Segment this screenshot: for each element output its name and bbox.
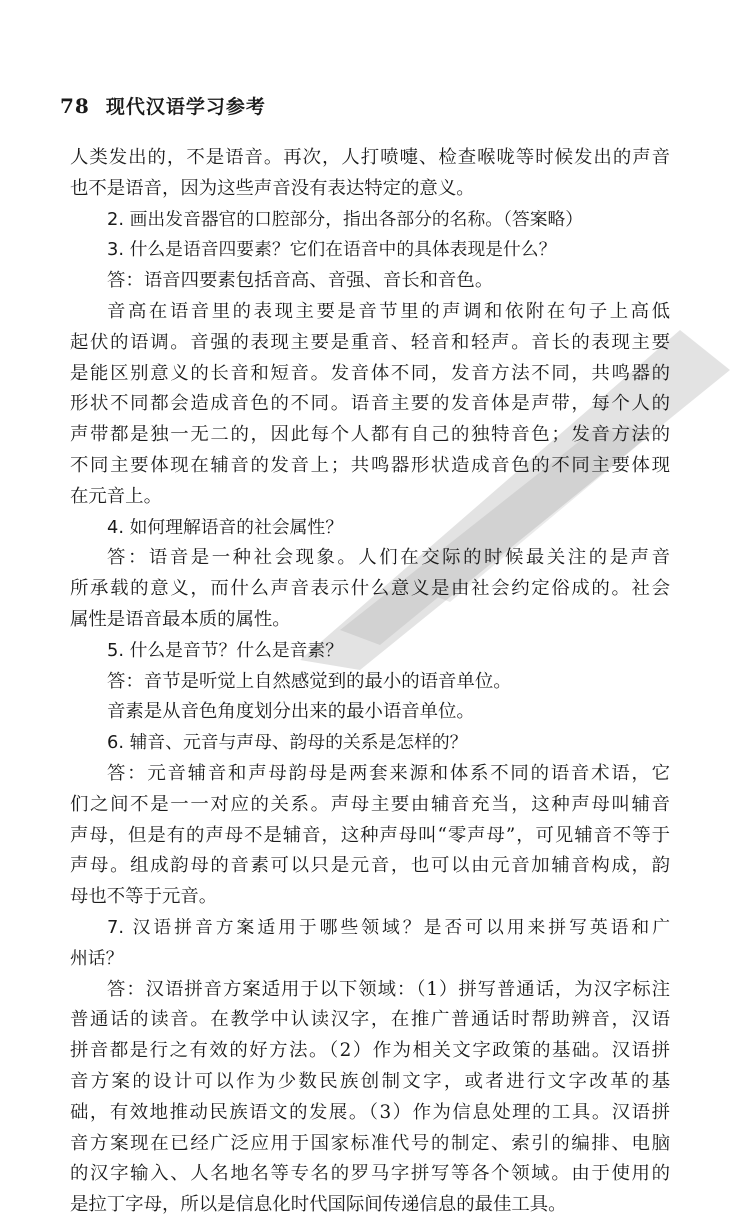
text-line: 答：语音是一种社会现象。人们在交际的时候最关注的是声音 [107,547,670,569]
text-line: 起伏的语调。音强的表现主要是重音、轻音和轻声。音长的表现主要 [70,331,670,353]
text-line: 声母。组成韵母的音素可以只是元音，也可以由元音加辅音构成，韵 [70,855,670,877]
text-line: 属性是语音最本质的属性。 [70,608,291,630]
page-number: 78 [60,94,90,118]
text-line: 答：音节是听觉上自然感觉到的最小的语音单位。 [107,670,512,692]
text-line: 答：汉语拼音方案适用于以下领域：（1）拼写普通话，为汉字标注 [107,978,670,1000]
text-line: 也不是语音，因为这些声音没有表达特定的意义。 [70,177,475,199]
text-line: 音方案现在已经广泛应用于国家标准代号的制定、索引的编排、电脑 [70,1132,670,1154]
text-line: 拼音都是行之有效的好方法。（2）作为相关文字政策的基础。汉语拼 [70,1040,670,1062]
text-line: 音方案的设计可以作为少数民族创制文字，或者进行文字改革的基 [70,1070,670,1092]
text-line: 答：元音辅音和声母韵母是两套来源和体系不同的语音术语，它 [107,762,670,784]
text-line: 们之间不是一一对应的关系。声母主要由辅音充当，这种声母叫辅音 [70,793,670,815]
question-line: 4. 如何理解语音的社会属性？ [107,516,343,538]
question-line: 5. 什么是音节？什么是音素？ [107,639,343,661]
page-header [60,92,266,119]
text-line: 声带都是独一无二的，因此每个人都有自己的独特音色；发音方法的 [70,424,670,446]
question-line: 7. 汉语拼音方案适用于哪些领域？是否可以用来拼写英语和广 [107,916,670,938]
text-line: 音高在语音里的表现主要是音节里的声调和依附在句子上高低 [107,300,670,322]
text-line: 母也不等于元音。 [70,886,218,908]
question-line: 6. 辅音、元音与声母、韵母的关系是怎样的？ [107,732,468,754]
text-line: 答：语音四要素包括音高、音强、音长和音色。 [107,270,494,292]
text-line: 是拉丁字母，所以是信息化时代国际间传递信息的最佳工具。 [70,1194,567,1216]
text-line: 是能区别意义的长音和短音。发音体不同，发音方法不同，共鸣器的 [70,362,670,384]
text-line: 在元音上。 [70,485,162,507]
question-line: 州话？ [70,947,124,969]
text-line: 声母，但是有的声母不是辅音，这种声母叫“零声母”，可见辅音不等于 [70,824,670,846]
text-line: 所承载的意义，而什么声音表示什么意义是由社会约定俗成的。社会 [70,578,670,600]
text-line: 的汉字输入、人名地名等专名的罗马字拼写等各个领域。由于使用的 [70,1163,670,1185]
text-line: 不同主要体现在辅音的发音上；共鸣器形状造成音色的不同主要体现 [70,454,670,476]
text-line: 础，有效地推动民族语文的发展。（3）作为信息处理的工具。汉语拼 [70,1101,670,1123]
text-line: 普通话的读音。在教学中认读汉字，在推广普通话时帮助辨音，汉语 [70,1009,670,1031]
question-line: 3. 什么是语音四要素？它们在语音中的具体表现是什么？ [107,239,557,261]
book-title: 现代汉语学习参考 [105,96,266,118]
text-line: 音素是从音色角度划分出来的最小语音单位。 [107,701,475,723]
question-line: 2. 画出发音器官的口腔部分，指出各部分的名称。（答案略） [107,208,584,230]
text-line: 人类发出的，不是语音。再次，人打喷嚏、检查喉咙等时候发出的声音 [70,147,670,168]
text-line: 形状不同都会造成音色的不同。语音主要的发音体是声带，每个人的 [70,393,670,415]
page-body [70,143,670,1221]
